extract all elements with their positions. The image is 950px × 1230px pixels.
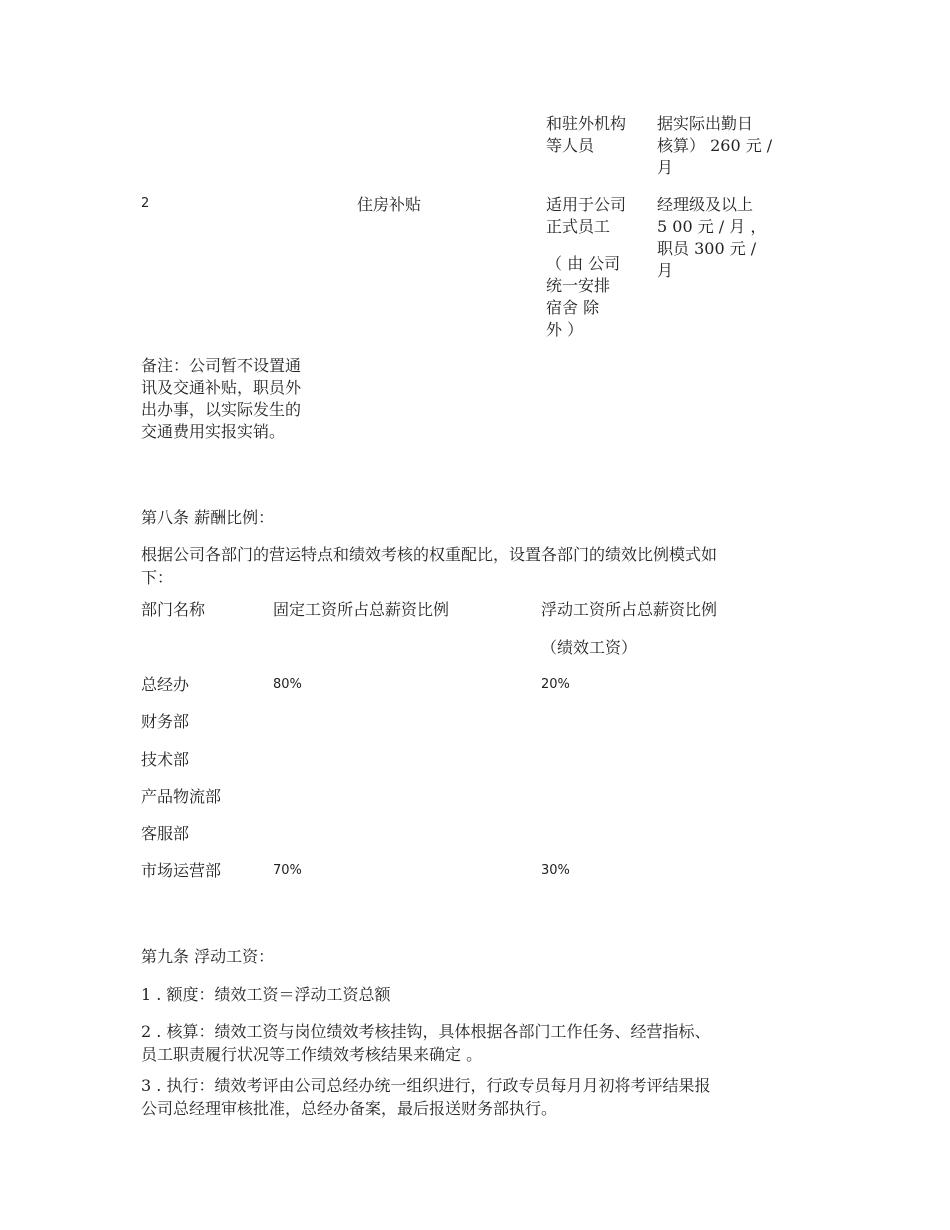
allowance-note: 备注：公司暂不设置通 讯及交通补贴，职员外 出办事，以实际发生的 交通费用实报实销。 [141, 356, 302, 441]
header-floating-note: （绩效工资） [541, 638, 638, 657]
article9-title: 第九条 浮动工资： [141, 947, 275, 966]
article8-title: 第八条 薪酬比例： [141, 508, 275, 527]
article9-item-calculation: 2 . 核算：绩效工资与岗位绩效考核挂钩，具体根据各部门工作任务、经营指标、 员工职责履行状况等工作绩效考核结果来确定 。 [141, 1022, 711, 1064]
article9-item-execution: 3 . 执行：绩效考评由公司总经办统一组织进行，行政专员每月月初将考评结果报 公司总经理审核批准，总经办备案，最后报送财务部执行。 [141, 1076, 711, 1118]
housing-scope-cell: 适用于公司 正式员工 [546, 195, 627, 236]
ratio-row-dept: 产品物流部 [141, 787, 222, 806]
housing-scope-exception: （ 由 公司 统一安排 宿舍 除 外 ） [546, 254, 621, 339]
housing-standard-cell: 经理级及以上 5 00 元 / 月 ， 职员 300 元 / 月 [657, 195, 767, 280]
header-floating-ratio: 浮动工资所占总薪资比例 [541, 600, 718, 619]
housing-allowance-label: 住房补贴 [357, 195, 422, 214]
allowance-index-cell: 2 [141, 196, 150, 211]
article9-item-amount: 1 . 额度：绩效工资＝浮动工资总额 [141, 985, 391, 1004]
header-fixed-ratio: 固定工资所占总薪资比例 [273, 600, 450, 619]
article8-intro: 根据公司各部门的营运特点和绩效考核的权重配比，设置各部门的绩效比例模式如 下： [141, 545, 718, 587]
header-dept: 部门名称 [141, 600, 206, 619]
ratio-row-dept: 总经办 [141, 675, 190, 694]
ratio-row-fixed: 80% [273, 677, 302, 692]
ratio-row-dept: 技术部 [141, 750, 190, 769]
ratio-row-dept: 市场运营部 [141, 861, 222, 880]
ratio-row-dept: 财务部 [141, 712, 190, 731]
ratio-row-floating: 20% [541, 677, 570, 692]
allowance-standard-cell: 据实际出勤日 核算） 260 元 / 月 [657, 114, 773, 177]
ratio-row-dept: 客服部 [141, 824, 190, 843]
ratio-row-floating: 30% [541, 863, 570, 878]
allowance-scope-cell: 和驻外机构 等人员 [546, 114, 627, 155]
ratio-row-fixed: 70% [273, 863, 302, 878]
